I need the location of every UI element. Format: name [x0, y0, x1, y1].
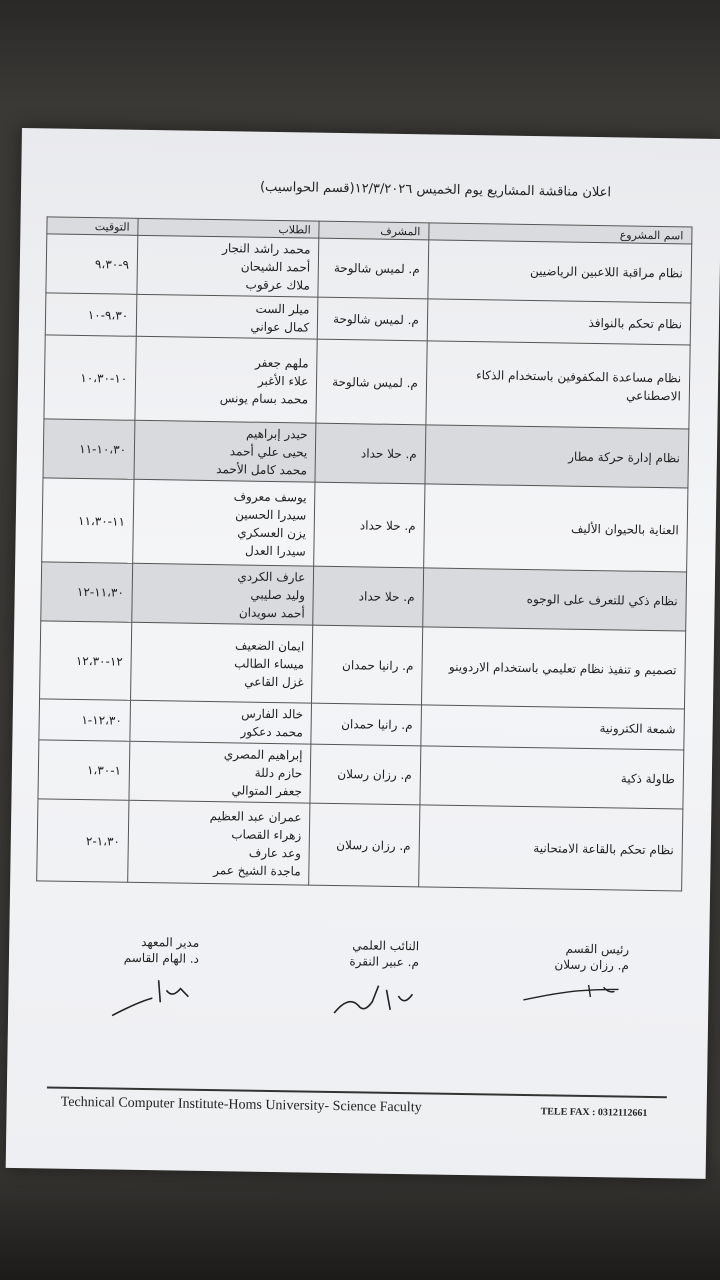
signature-head	[518, 940, 629, 1010]
student-name: ميساء الطالب	[234, 655, 305, 671]
signature-deputy	[328, 937, 419, 1022]
time-slot-cell: ١-١،٣٠	[38, 740, 130, 800]
supervisor-cell: م. لميس شالوحة	[316, 339, 427, 425]
header-students: الطلاب	[138, 218, 319, 238]
student-name: وعد عارف	[248, 845, 302, 860]
supervisor-cell: م. حلا حداد	[313, 566, 423, 627]
student-name: أحمد الشيحان	[240, 259, 311, 275]
document-title: اعلان مناقشة المشاريع يوم الخميس ١٢/٣/٢٠٢٦(قسم الحواسيب)	[259, 179, 612, 201]
time-slot-cell: ١٢-١٢،٣٠	[40, 621, 132, 700]
schedule-table	[36, 216, 692, 891]
project-name-cell: طاولة ذكية	[420, 746, 684, 809]
project-name-cell: نظام تحكم بالنوافذ	[427, 299, 691, 345]
time-slot-cell: ١٢،٣٠-١	[39, 699, 131, 741]
student-name: أحمد سويدان	[238, 605, 305, 621]
supervisor-cell: م. رانيا حمدان	[311, 703, 421, 746]
supervisor-cell: م. رانيا حمدان	[312, 625, 423, 705]
student-name: زهراء القصاب	[231, 826, 302, 842]
student-name: سيدرا العدل	[244, 543, 306, 559]
signature-head-scribble	[518, 978, 628, 1010]
table-row	[38, 740, 684, 809]
project-name-cell: شمعة الكترونية	[421, 705, 685, 750]
time-slot-cell: ١،٣٠-٢	[37, 799, 129, 882]
student-name: محمد بسام يونس	[219, 390, 309, 407]
project-name-cell: العناية بالحيوان الأليف	[424, 484, 688, 572]
time-slot-cell: ٩-٩،٣٠	[46, 234, 138, 294]
table-row	[41, 562, 687, 631]
project-name-cell: نظام مساعدة المكفوفين باستخدام الذكاء الاصطناعي	[426, 341, 690, 429]
supervisor-cell: م. لميس شالوحة	[318, 238, 428, 299]
signature-director-scribble	[108, 971, 199, 1022]
time-slot-cell: ١٠،٣٠-١١	[43, 419, 135, 479]
signature-director-name: د. الهام القاسم	[123, 950, 200, 966]
header-project: اسم المشروع	[429, 223, 692, 244]
student-name: خالد الفارس	[241, 706, 304, 722]
students-cell	[134, 420, 316, 482]
student-name: غزل القاعي	[244, 674, 304, 689]
table-row	[37, 799, 683, 891]
table-row	[43, 419, 689, 488]
student-name: كمال عواني	[250, 319, 310, 335]
footer-telefax: TELE FAX : 0312112661	[540, 1106, 648, 1119]
signature-deputy-name: م. عبير النقرة	[349, 954, 420, 970]
project-name-cell: نظام تحكم بالقاعة الامتحانية	[419, 805, 683, 891]
student-name: علاء الأغبر	[257, 373, 309, 389]
time-slot-cell: ٩،٣٠-١٠	[45, 293, 137, 336]
students-cell	[137, 235, 319, 297]
students-cell	[129, 741, 311, 803]
student-name: يوسف معروف	[233, 488, 307, 505]
project-name-cell: نظام ذكي للتعرف على الوجوه	[423, 568, 687, 631]
document-page	[6, 128, 720, 1179]
project-name-cell: تصميم و تنفيذ نظام تعليمي باستخدام الاردوينو	[421, 627, 685, 709]
students-cell	[133, 479, 316, 566]
student-name: محمد راشد النجار	[222, 241, 311, 257]
supervisor-cell: م. حلا حداد	[314, 482, 425, 568]
student-name: إبراهيم المصري	[223, 747, 303, 763]
student-name: حازم دللة	[254, 765, 303, 781]
header-supervisor: المشرف	[319, 221, 429, 240]
students-cell	[136, 294, 318, 339]
student-name: محمد كامل الأحمد	[216, 462, 308, 478]
student-name: عمران عبد العظيم	[209, 808, 302, 824]
student-name: جعفر المتوالي	[231, 783, 303, 799]
supervisor-cell: م. لميس شالوحة	[318, 297, 428, 341]
project-name-cell: نظام إدارة حركة مطار	[425, 425, 689, 488]
table-row	[42, 478, 688, 572]
time-slot-cell: ١١-١١،٣٠	[42, 478, 134, 563]
students-cell	[131, 622, 313, 703]
student-name: يزن العسكري	[237, 524, 307, 541]
table-row	[44, 335, 690, 429]
footer-institute: Technical Computer Institute-Homs University- Science Faculty	[60, 1094, 422, 1116]
students-cell	[132, 563, 314, 625]
table-row	[40, 621, 686, 709]
signature-deputy-role: النائب العلمي	[352, 938, 420, 954]
student-name: يحيى علي أحمد	[229, 444, 308, 460]
student-name: عارف الكردي	[237, 569, 306, 585]
student-name: وليد صليبي	[250, 587, 306, 603]
time-slot-cell: ١١،٣٠-١٢	[41, 562, 133, 622]
student-name: ملهم جعفر	[254, 355, 309, 371]
student-name: ملاك عرقوب	[245, 277, 311, 293]
students-cell	[128, 800, 310, 885]
student-name: ماجدة الشيخ عمر	[213, 862, 301, 878]
time-slot-cell: ١٠-١٠،٣٠	[44, 335, 136, 420]
supervisor-cell: م. رزان رسلان	[310, 744, 420, 805]
signature-director-role: مدير المعهد	[141, 934, 200, 950]
signatures	[7, 932, 709, 1063]
supervisor-cell: م. رزان رسلان	[309, 803, 420, 887]
students-cell	[130, 700, 312, 744]
student-name: ميلر الست	[255, 301, 310, 317]
signature-deputy-scribble	[328, 975, 419, 1022]
signature-head-name: م. رزان رسلان	[554, 957, 630, 973]
supervisor-cell: م. حلا حداد	[315, 423, 425, 484]
signature-director	[108, 933, 199, 1022]
student-name: حيدر إبراهيم	[245, 426, 308, 442]
students-cell	[135, 336, 318, 423]
signature-head-role: رئيس القسم	[565, 941, 630, 957]
project-name-cell: نظام مراقبة اللاعبين الرياضيين	[428, 240, 692, 303]
student-name: محمد دعكور	[240, 724, 303, 740]
student-name: سيدرا الحسين	[235, 506, 307, 523]
student-name: ايمان الضعيف	[235, 637, 305, 653]
schedule-body	[37, 234, 692, 891]
table-row	[46, 234, 692, 303]
header-time: التوقيت	[47, 217, 138, 235]
